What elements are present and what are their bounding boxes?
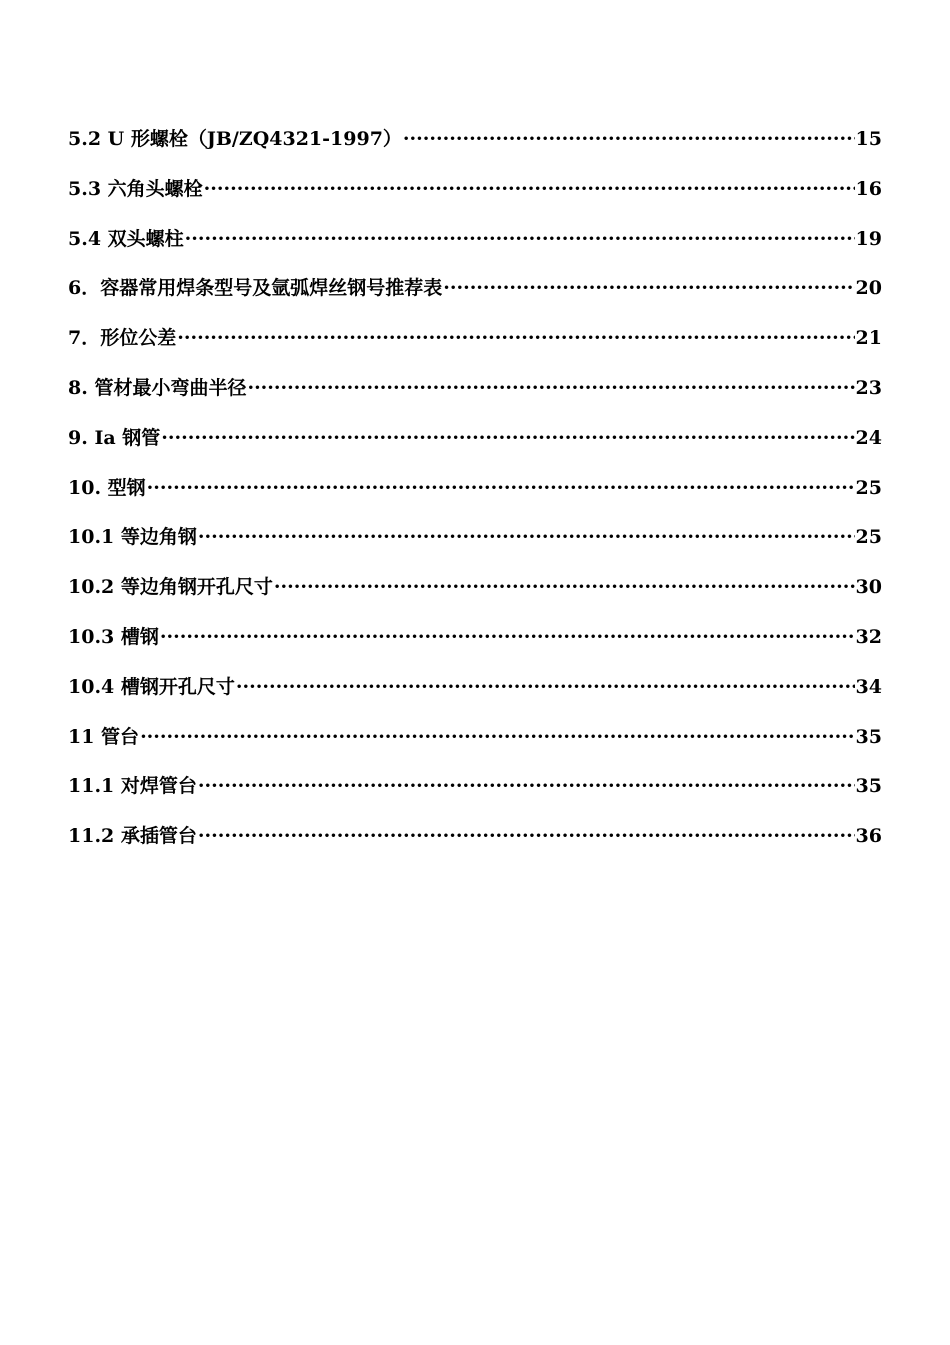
- toc-entry-title: 10.1 等边角钢: [68, 526, 197, 549]
- toc-dot-leader: [443, 272, 854, 304]
- toc-entry[interactable]: [68, 123, 882, 173]
- toc-page-number: 21: [855, 327, 882, 350]
- toc-entry[interactable]: [68, 272, 882, 322]
- toc-entry-title: 11.2 承插管台: [68, 825, 197, 848]
- toc-dot-leader: [274, 571, 855, 603]
- toc-entry[interactable]: [68, 372, 882, 422]
- toc-entry[interactable]: [68, 721, 882, 771]
- toc-dot-leader: [247, 372, 854, 404]
- toc-page-number: 23: [855, 376, 882, 399]
- toc-entry[interactable]: [68, 671, 882, 721]
- toc-entry[interactable]: [68, 621, 882, 671]
- toc-page-number: 34: [855, 675, 882, 698]
- table-of-contents: [68, 123, 882, 870]
- toc-page-number: 30: [855, 576, 882, 599]
- toc-page-number: 25: [855, 476, 882, 499]
- toc-page-number: 19: [855, 227, 882, 250]
- toc-entry-title: 10.2 等边角钢开孔尺寸: [68, 576, 273, 599]
- toc-entry-title: 10. 型钢: [68, 476, 146, 499]
- toc-entry[interactable]: [68, 770, 882, 820]
- toc-entry-title: 10.4 槽钢开孔尺寸: [68, 675, 235, 698]
- toc-dot-leader: [160, 621, 855, 653]
- toc-page-number: 15: [855, 128, 882, 150]
- toc-entry-title: 5.4 双头螺柱: [68, 227, 184, 250]
- toc-dot-leader: [236, 671, 855, 703]
- toc-entry-title: 5.3 六角头螺栓: [68, 177, 203, 200]
- toc-dot-leader: [198, 521, 855, 553]
- toc-page-number: 36: [855, 825, 882, 848]
- toc-dot-leader: [198, 820, 855, 852]
- toc-dot-leader: [204, 173, 855, 205]
- toc-entry-title: 9. Ia 钢管: [68, 426, 161, 449]
- toc-dot-leader: [185, 223, 855, 255]
- toc-dot-leader: [403, 123, 855, 155]
- toc-entry[interactable]: [68, 820, 882, 870]
- toc-dot-leader: [161, 422, 854, 454]
- toc-entry-title: 5.2 U 形螺栓（JB/ZQ4321-1997）: [68, 128, 402, 150]
- toc-entry[interactable]: [68, 571, 882, 621]
- toc-page-number: 32: [855, 625, 882, 648]
- toc-dot-leader: [140, 721, 854, 753]
- toc-page-number: 20: [855, 277, 882, 300]
- toc-page-number: 16: [855, 177, 882, 200]
- toc-dot-leader: [177, 322, 854, 354]
- toc-entry-title: 6．容器常用焊条型号及氩弧焊丝钢号推荐表: [68, 277, 443, 300]
- toc-entry[interactable]: [68, 472, 882, 522]
- toc-dot-leader: [198, 770, 855, 802]
- toc-page-number: 24: [855, 426, 882, 449]
- toc-entry-title: 11.1 对焊管台: [68, 775, 197, 798]
- toc-entry[interactable]: [68, 223, 882, 273]
- toc-page-number: 25: [855, 526, 882, 549]
- toc-page-number: 35: [855, 725, 882, 748]
- toc-entry[interactable]: [68, 322, 882, 372]
- toc-entry-title: 7．形位公差: [68, 327, 177, 350]
- toc-dot-leader: [147, 472, 855, 504]
- toc-page-number: 35: [855, 775, 882, 798]
- toc-entry[interactable]: [68, 521, 882, 571]
- toc-entry[interactable]: [68, 173, 882, 223]
- toc-entry-title: 11 管台: [68, 725, 140, 748]
- toc-entry-title: 10.3 槽钢: [68, 625, 159, 648]
- toc-entry[interactable]: [68, 422, 882, 472]
- toc-entry-title: 8. 管材最小弯曲半径: [68, 376, 247, 399]
